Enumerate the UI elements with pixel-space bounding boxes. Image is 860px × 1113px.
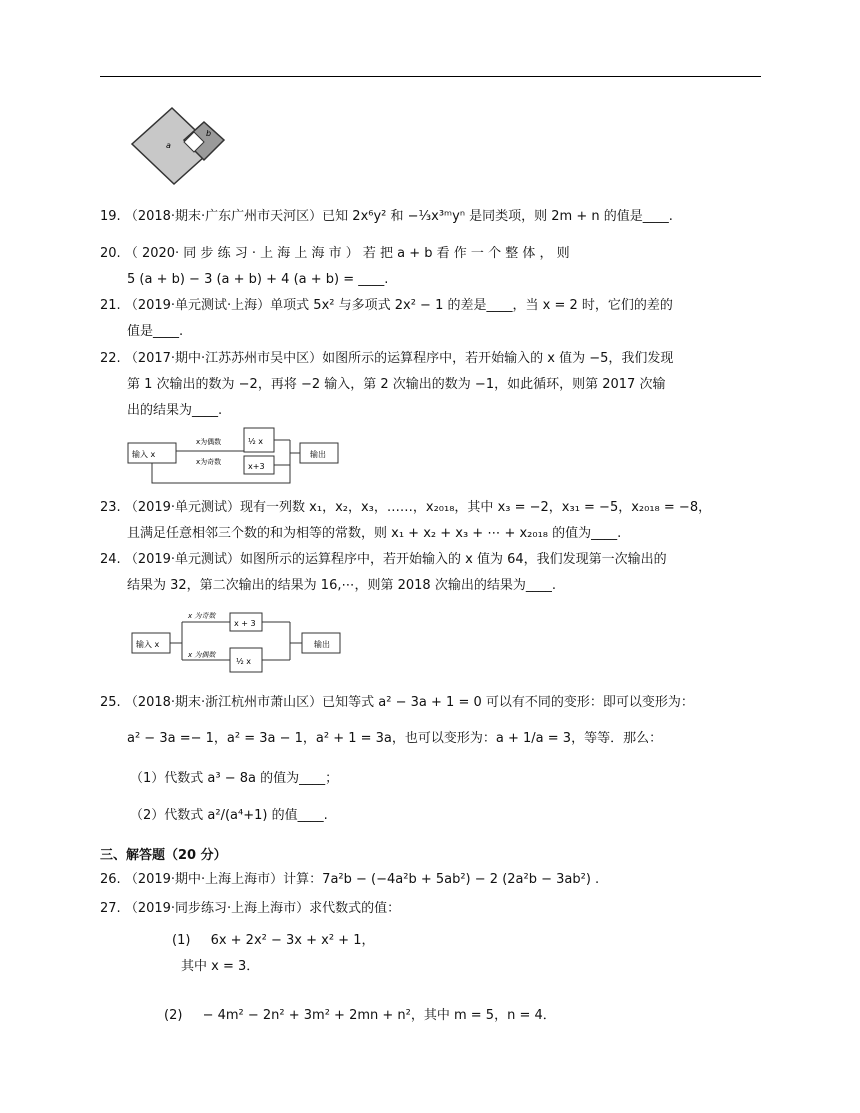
q22-line2: 第 1 次输出的数为 −2，再将 −2 输入，第 2 次输出的数为 −1，如此循环，则第 2017 次输 [127,377,666,392]
q20-line2: 5 (a + b) − 3 (a + b) + 4 (a + b) = ____. [127,272,389,287]
q27-part1 [172,929,374,948]
question-25-line1 [100,695,694,711]
q22-line1: （2017·期中·江苏苏州市吴中区）如图所示的运算程序中，若开始输入的 x 值为 −5，我们发现 [124,351,674,366]
flow1-output: 输出 [310,450,326,459]
flow1-op-even: ½ x [248,437,264,446]
q21-line2: 值是____. [127,324,184,339]
flow1-op-odd: x+3 [248,462,265,471]
section-3-title: 三、解答题（20 分） [100,848,227,863]
question-24-line1 [100,552,667,568]
q21-number: 21. [100,298,121,313]
q27-part2 [164,1004,556,1023]
flow1-input: 输入 x [132,450,156,459]
q25-part2: （2）代数式 a²/(a⁴+1) 的值____. [130,808,328,823]
question-21-line1 [100,298,673,314]
q23-line2: 且满足任意相邻三个数的和为相等的常数，则 x₁ + x₂ + x₃ + ⋯ + x₂₀₁₈ 的值为____. [127,526,622,541]
q23-number: 23. [100,500,121,515]
q27-p1-expr: 6x + 2x² − 3x + x² + 1， [210,933,375,948]
q26-text: （2019·期中·上海上海市）计算：7a²b − (−4a²b + 5ab²) − 2 (2a²b − 3ab²) . [124,872,600,887]
label-b: b [206,129,212,138]
q24-number: 24. [100,552,121,567]
squares-figure [128,106,228,186]
question-27 [100,901,400,917]
question-23-line1 [100,500,711,516]
q25-line1: （2018·期末·浙江杭州市萧山区）已知等式 a² − 3a + 1 = 0 可以有不同的变形：即可以变形为： [124,695,694,710]
q27-p2-label: (2) [164,1008,183,1023]
label-a: a [166,141,171,150]
question-19 [100,209,673,225]
flow1-even-label: x为偶数 [196,438,222,446]
question-26 [100,872,599,888]
q19-text: （2018·期末·广东广州市天河区）已知 2x⁶y² 和 −⅓x³ᵐyⁿ 是同类项，则 2m + n 的值是____. [124,209,673,224]
q25-number: 25. [100,695,121,710]
flow1-odd-label: x为奇数 [196,458,222,466]
q27-p2-expr: − 4m² − 2n² + 3m² + 2mn + n²，其中 m = 5，n = 4． [202,1008,556,1023]
header-rule [100,76,761,77]
question-22-line1 [100,351,673,367]
q20-number: 20. [100,246,121,261]
q27-p1-label: (1) [172,933,191,948]
q25-part1: （1）代数式 a³ − 8a 的值为____； [130,771,339,786]
q24-line1: （2019·单元测试）如图所示的运算程序中，若开始输入的 x 值为 64，我们发现第一次输出的 [124,552,667,567]
flow2-input: 输入 x [136,640,160,649]
q22-number: 22. [100,351,121,366]
flowchart-2 [130,608,360,678]
q27-text: （2019·同步练习·上海上海市）求代数式的值： [124,901,401,916]
q26-number: 26. [100,872,121,887]
q27-p1-cond: 其中 x = 3． [181,959,260,974]
q21-line1: （2019·单元测试·上海）单项式 5x² 与多项式 2x² − 1 的差是____，当 x = 2 时，它们的差的 [124,298,673,313]
q22-line3: 出的结果为____. [127,403,223,418]
flow2-op-odd: x + 3 [234,619,256,628]
flow2-even-label: x 为偶数 [188,651,216,659]
flow2-output: 输出 [314,640,330,649]
q27-number: 27. [100,901,121,916]
flow2-odd-label: x 为奇数 [188,612,216,620]
flow2-op-even: ½ x [236,657,252,666]
q19-number: 19. [100,209,121,224]
q24-line2: 结果为 32，第二次输出的结果为 16,⋯，则第 2018 次输出的结果为____. [127,578,556,593]
q20-line1: （ 2020· 同 步 练 习 · 上 海 上 海 市 ） 若 把 a + b 看 作 一 个 整 体 ， 则 [124,246,570,261]
q25-line2: a² − 3a =− 1，a² = 3a − 1，a² + 1 = 3a，也可以变形为：a + 1/a = 3，等等．那么： [127,731,663,746]
flowchart-1 [126,426,341,486]
question-20-line1 [100,246,570,262]
q23-line1: （2019·单元测试）现有一列数 x₁，x₂，x₃，……，x₂₀₁₈，其中 x₃ = −2，x₃₁ = −5，x₂₀₁₈ = −8， [124,500,712,515]
